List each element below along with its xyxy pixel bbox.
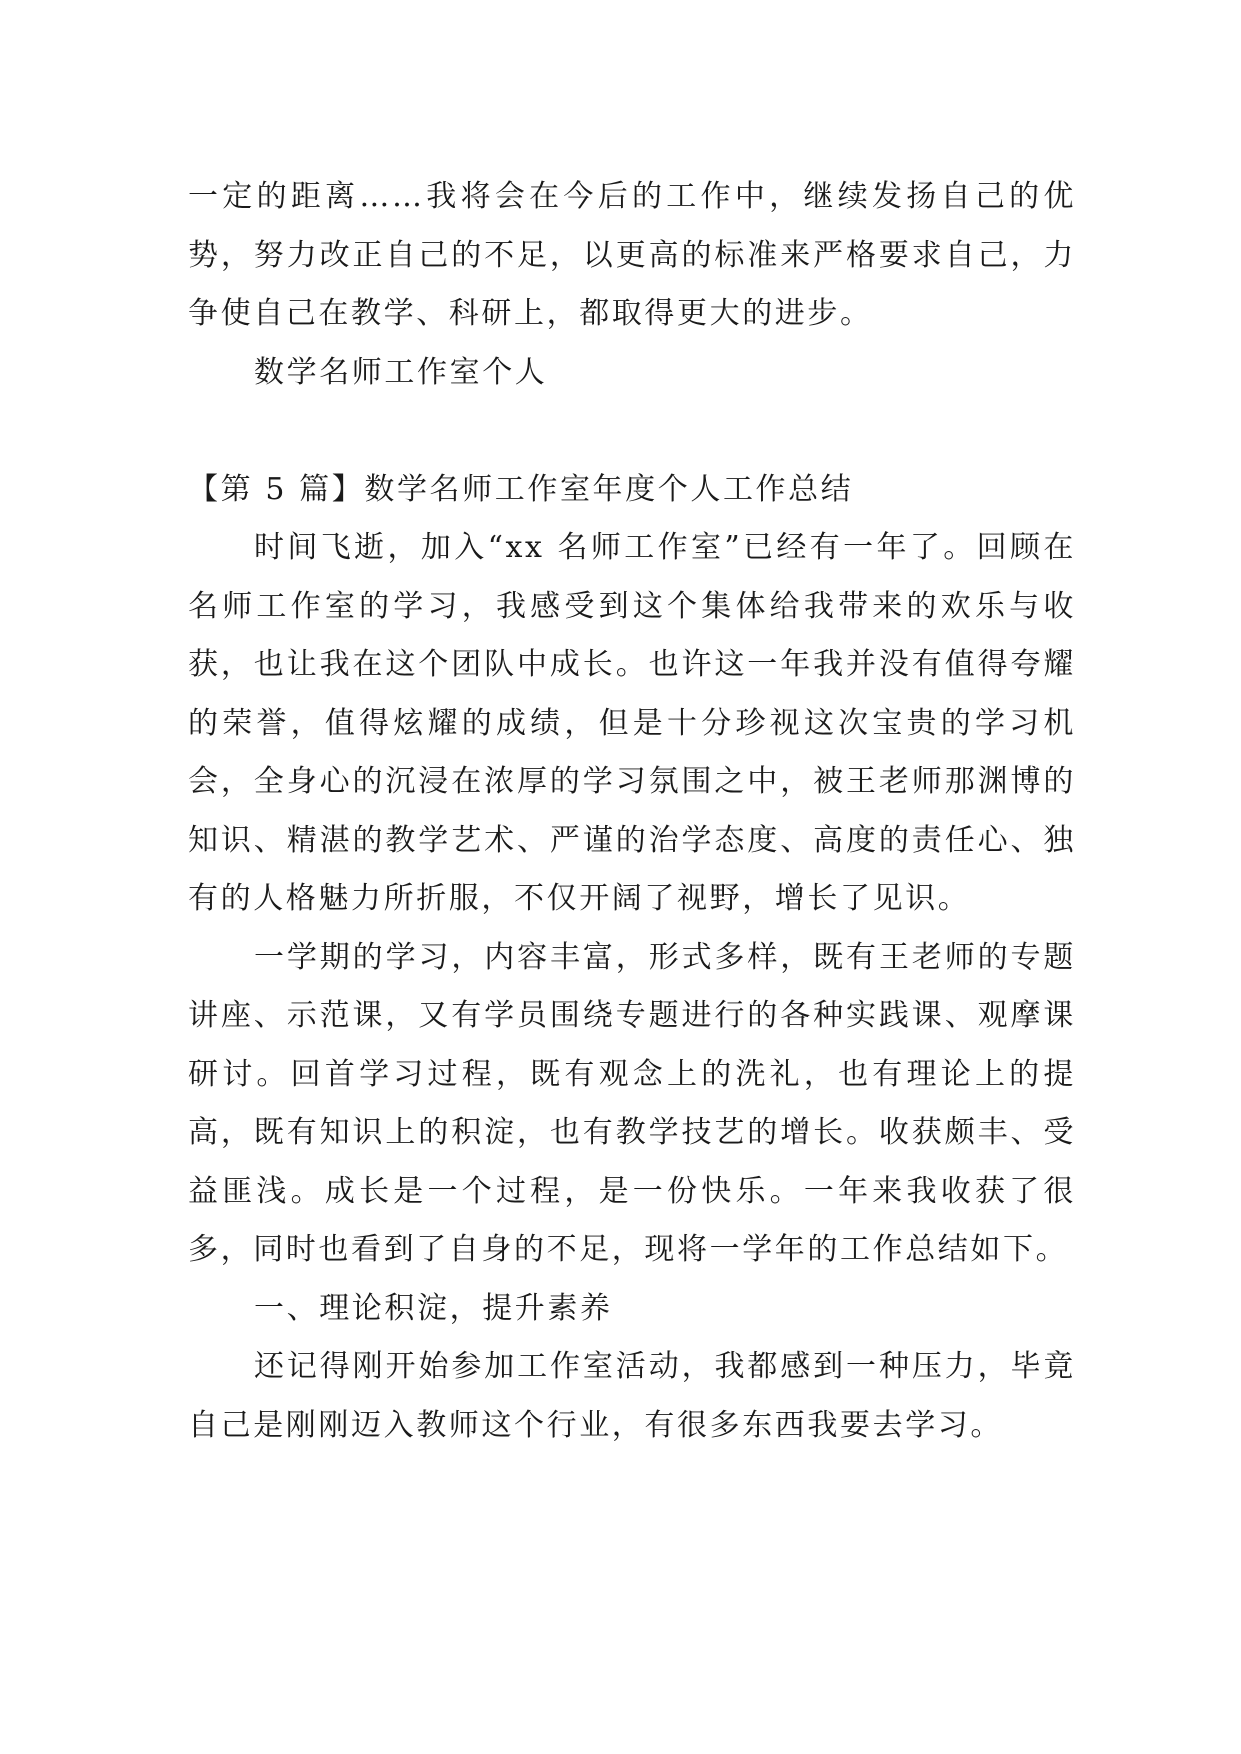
section-heading: 【第 5 篇】数学名师工作室年度个人工作总结: [188, 471, 854, 507]
body-paragraph: 还记得刚开始参加工作室活动，我都感到一种压力，毕竟自己是刚刚迈入教师这个行业，有很多东西我要去学习。: [188, 1349, 1076, 1443]
body-paragraph: 一学期的学习，内容丰富，形式多样，既有王老师的专题讲座、示范课，又有学员围绕专题进行的各种实践课、观摩课研讨。回首学习过程，既有观念上的洗礼，也有理论上的提高，既有知识上的积淀，也有教学技艺的增长。收获颇丰、受益匪浅。成长是一个过程，是一份快乐。一年来我收获了很多，同时也看到了自身的不足，现将一学年的工作总结如下。: [188, 939, 1076, 1267]
subheading: 一、理论积淀，提升素养: [254, 1290, 613, 1326]
document-page: [188, 168, 1076, 1455]
previous-section-signature: 数学名师工作室个人: [254, 354, 548, 390]
body-paragraph: 时间飞逝，加入“xx 名师工作室”已经有一年了。回顾在名师工作室的学习，我感受到这个集体给我带来的欢乐与收获，也让我在这个团队中成长。也许这一年我并没有值得夸耀的荣誉，值得炫耀的成绩，但是十分珍视这次宝贵的学习机会，全身心的沉浸在浓厚的学习氛围之中，被王老师那渊博的知识、精湛的教学艺术、严谨的治学态度、高度的责任心、独有的人格魅力所折服，不仅开阔了视野，增长了见识。: [188, 530, 1076, 916]
previous-section-tail: 一定的距离……我将会在今后的工作中，继续发扬自己的优势，努力改正自己的不足，以更高的标准来严格要求自己，力争使自己在教学、科研上，都取得更大的进步。: [188, 179, 1076, 331]
section-gap: [188, 402, 1076, 461]
